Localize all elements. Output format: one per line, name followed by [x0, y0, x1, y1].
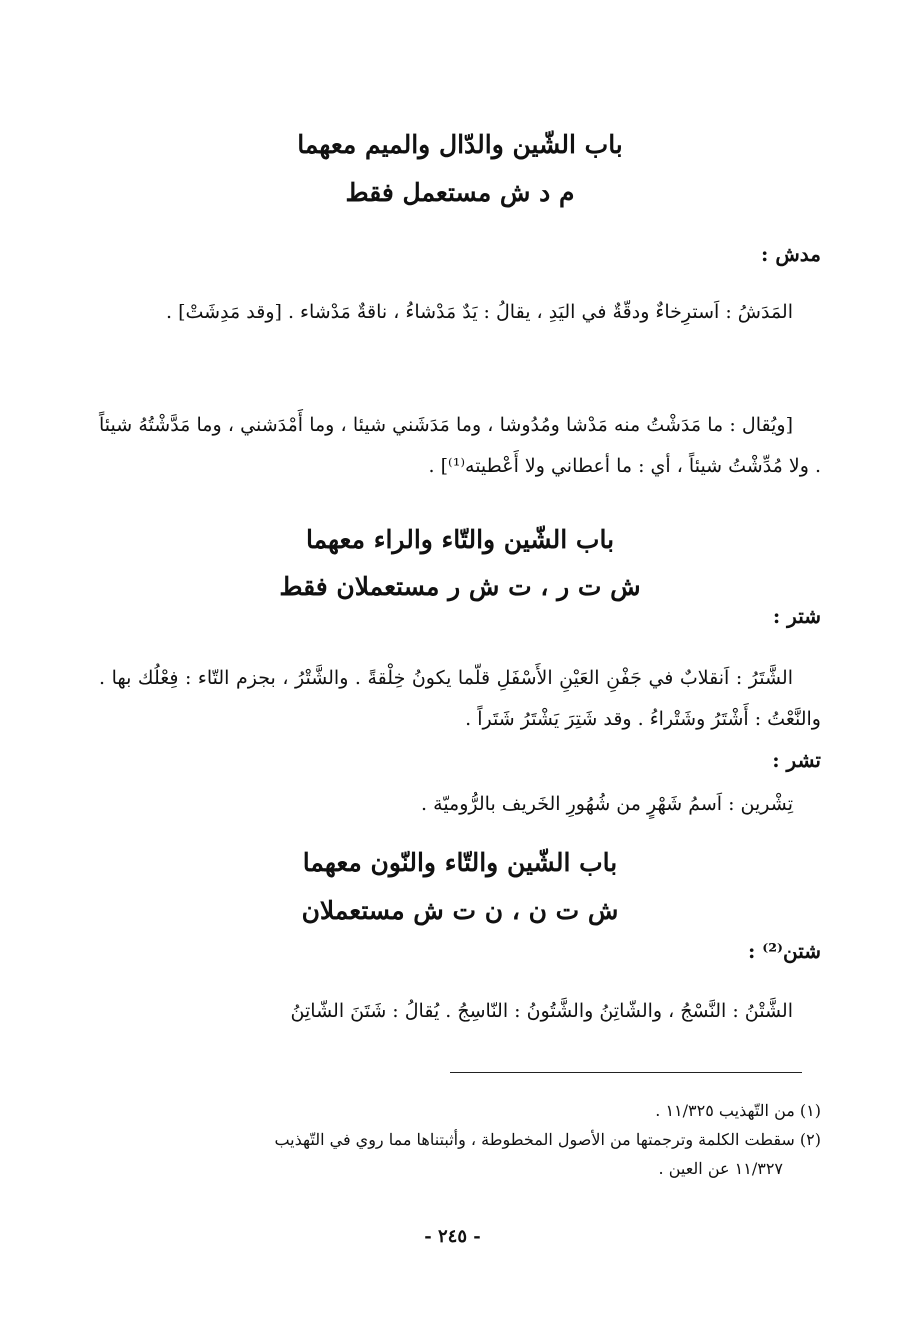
entry-text-madash-1: المَدَشُ : اَسترِخاءٌ ودقّةٌ في اليَدِ ، يقالُ : يَدٌ مَدْشاءُ ، ناقةٌ مَدْشاء . [وقد مَدِشَتْ] .: [166, 301, 793, 323]
footnotes: [99, 1096, 821, 1183]
footnote-divider: [450, 1072, 802, 1073]
section-subheading-2: ش ت ر ، ت ش ر مستعملان فقط: [279, 572, 641, 601]
section-heading-1: باب الشّين والدّال والميم معهما: [297, 130, 623, 159]
footnote-2-continuation: ١١/٣٢٧ عن العين .: [658, 1159, 783, 1178]
footnote-1: (١) من التّهذيب ١١/٣٢٥ .: [655, 1101, 821, 1120]
entry-text-shatan: الشَّتْنُ : النَّسْجُ ، والشّاتِنُ والشَّتُونُ : النّاسِجُ . يُقالُ : شَتَنَ الشّاتِنُ: [290, 1000, 793, 1022]
section-heading-3: باب الشّين والتّاء والنّون معهما: [302, 848, 618, 877]
entry-label-shatar: شتر :: [772, 604, 821, 628]
entry-label-shatan: شتن⁽²⁾ :: [747, 939, 821, 963]
section-subheading-3: ش ت ن ، ن ت ش مستعملان: [301, 896, 619, 925]
entry-label-madash: مدش :: [761, 242, 821, 266]
entry-text-tashar: تِشْرين : اَسمُ شَهْرٍ من شُهُورِ الخَريف بالرُّوميّة .: [421, 793, 793, 815]
footnote-2: (٢) سقطت الكلمة وترجمتها من الأصول المخطوطة ، وأثبتناها مما روي في التّهذيب: [274, 1130, 821, 1149]
entry-text-madash-2: [ويُقال : ما مَدَشْتُ منه مَدْشا ومُدُوشا ، وما مَدَشَني شيئا ، وما أَمْدَشني ، وما مَدَّشْتُهُ شيئاً . ولا مُدِّشْتُ شيئاً ، أي : ما أعطاني ولا أَعْطيته⁽¹⁾] .: [99, 414, 821, 477]
section-heading-2: باب الشّين والتّاء والراء معهما: [305, 525, 615, 554]
section-subheading-1: م د ش مستعمل فقط: [345, 178, 575, 207]
entry-text-shatar: الشَّتَرُ : اَنقلابٌ في جَفْنِ العَيْنِ الأَسْفَلِ قلّما يكونُ خِلْقةً . والشَّتْرُ ، بجزم التّاء : فِعْلُك بها . والنَّعْتُ : أَشْتَرُ وشَتْراءُ . وقد شَتِرَ يَشْتَرُ شَتَراً .: [99, 667, 821, 730]
entry-label-tashar: تشر :: [772, 748, 821, 772]
page-number: - ٢٤٥ -: [424, 1226, 481, 1247]
